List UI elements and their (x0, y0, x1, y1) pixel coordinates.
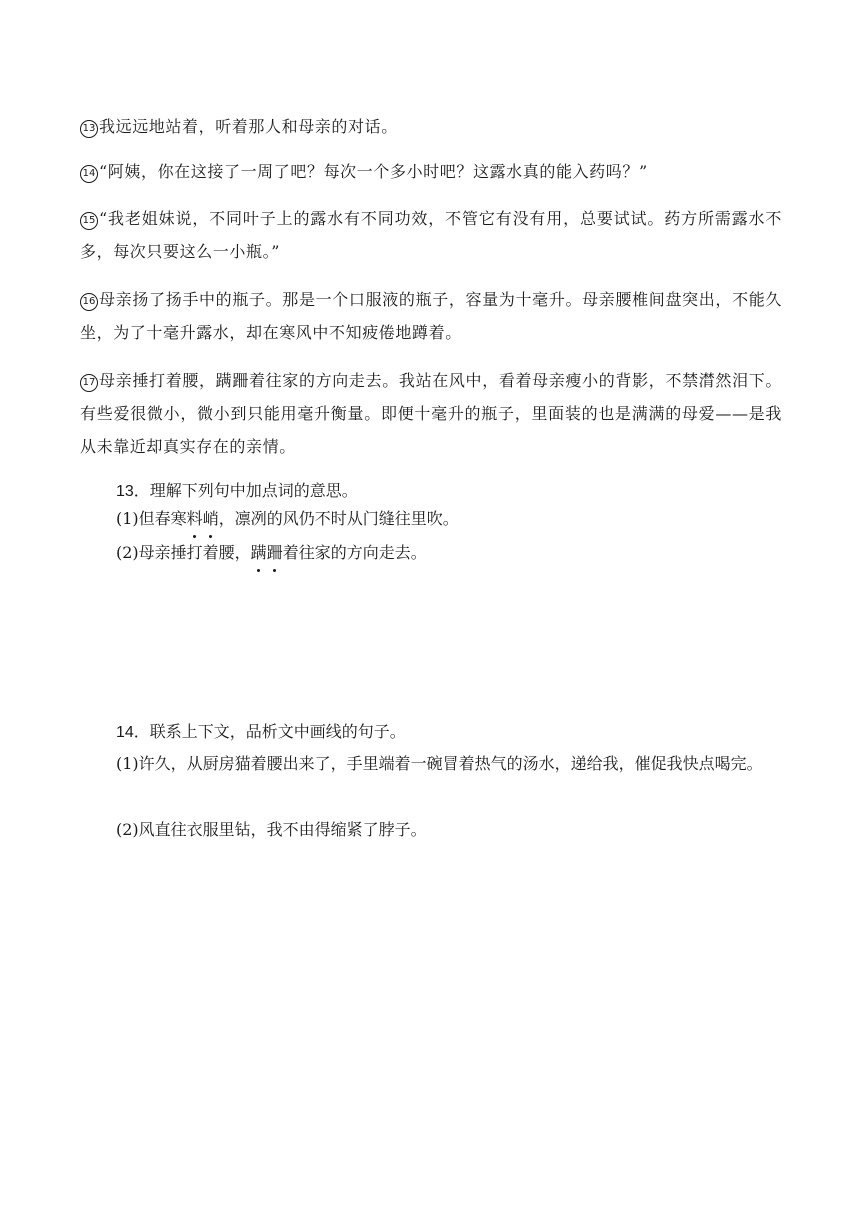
sentence-part: (2)母亲捶打着腰， (116, 543, 251, 562)
question-13-sentence-1 (116, 503, 818, 535)
paragraph-text: “阿姨，你在这接了一周了吧？每次一个多小时吧？这露水真的能入药吗？” (99, 162, 648, 181)
paragraph-number: 15 (80, 212, 98, 230)
dotted-char: 跚 (267, 537, 283, 569)
paragraph-text: “我老姐妹说，不同叶子上的露水有不同功效，不管它有没有用，总要试试。药方所需露水不多，每次只要这么一小瓶。” (80, 209, 782, 261)
sentence-part: ，凛冽的风仍不时从门缝往里吹。 (218, 509, 459, 528)
question-number: 13 (116, 483, 134, 500)
paragraph-17 (80, 364, 782, 463)
paragraph-number: 16 (80, 293, 98, 311)
paragraph-14 (80, 155, 782, 188)
question-text: ．理解下列句中加点词的意思。 (133, 481, 358, 500)
paragraph-16 (80, 283, 782, 349)
paragraph-text: 我远远地站着，听着那人和母亲的对话。 (99, 117, 398, 136)
sentence-part: (1)但春寒 (116, 509, 187, 528)
sentence-part: 着往家的方向走去。 (282, 543, 427, 562)
dotted-char: 峭 (203, 503, 219, 535)
question-text: ．联系上下文，品析文中画线的句子。 (133, 722, 406, 741)
paragraph-13 (80, 110, 782, 143)
paragraph-number: 17 (80, 374, 98, 392)
question-14-sentence-2: (2)风直往衣服里钻，我不由得缩紧了脖子。 (116, 820, 427, 839)
question-14-title (116, 716, 818, 749)
question-number: 14 (116, 724, 134, 741)
paragraph-number: 13 (80, 120, 98, 138)
dotted-char: 料 (187, 503, 203, 535)
dotted-char: 蹒 (251, 537, 267, 569)
question-13-sentence-2 (116, 537, 818, 569)
question-14-sentence-1: (1)许久，从厨房猫着腰出来了，手里端着一碗冒着热气的汤水，递给我，催促我快点喝完。 (116, 754, 763, 773)
paragraph-text: 母亲扬了扬手中的瓶子。那是一个口服液的瓶子，容量为十毫升。母亲腰椎间盘突出，不能久坐，为了十毫升露水，却在寒风中不知疲倦地蹲着。 (80, 290, 782, 342)
paragraph-number: 14 (80, 165, 98, 183)
paragraph-text: 母亲捶打着腰，蹒跚着往家的方向走去。我站在风中，看着母亲瘦小的背影，不禁潸然泪下。有些爱很微小，微小到只能用毫升衡量。即便十毫升的瓶子，里面装的也是满满的母爱——是我从未靠近却真实存在的亲情。 (80, 371, 782, 456)
paragraph-15 (80, 202, 782, 268)
